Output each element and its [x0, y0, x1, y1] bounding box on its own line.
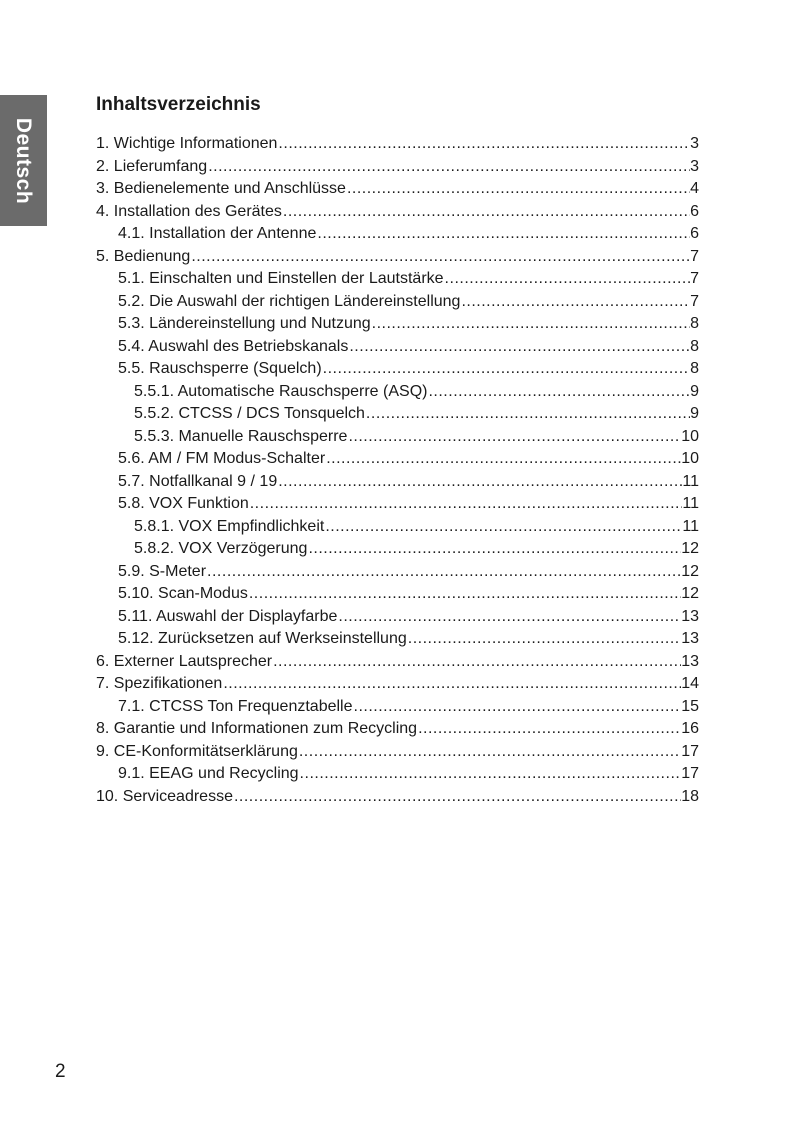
toc-entry-label: 7. Spezifikationen — [96, 675, 223, 692]
dot-leader — [278, 471, 682, 494]
toc-entry-label: 2. Lieferumfang — [96, 157, 208, 175]
toc-entry[interactable] — [96, 718, 699, 741]
toc-entry[interactable] — [96, 246, 699, 269]
toc-entry-page: 11 — [682, 495, 699, 512]
toc-entry[interactable] — [96, 403, 699, 426]
toc-entry-label: 9.1. EEAG und Recycling — [118, 765, 299, 782]
dot-leader — [308, 538, 681, 561]
dot-leader — [366, 403, 690, 426]
toc-entry-label: 7.1. CTCSS Ton Frequenztabelle — [118, 697, 353, 715]
toc-entry-page: 12 — [681, 540, 699, 557]
toc-entry[interactable] — [96, 583, 699, 606]
dot-leader — [347, 178, 690, 201]
dot-leader — [278, 133, 690, 156]
dot-leader — [191, 246, 690, 269]
toc-entry-label: 5.8. VOX Funktion — [118, 495, 249, 512]
toc-entry-page: 7 — [690, 247, 699, 265]
toc-entry-page: 6 — [690, 202, 699, 220]
toc-entry-page: 11 — [682, 517, 699, 535]
toc-entry-label: 5.5.2. CTCSS / DCS Tonsquelch — [134, 405, 365, 422]
toc-entry[interactable] — [96, 156, 699, 179]
dot-leader — [273, 651, 681, 674]
toc-entry-page: 13 — [681, 652, 699, 670]
toc-entry-page: 9 — [690, 405, 699, 422]
toc-entry-page: 16 — [681, 720, 699, 737]
toc-entry-label: 5.12. Zurücksetzen auf Werkseinstellung — [118, 630, 407, 647]
dot-leader — [372, 313, 690, 336]
toc-entry[interactable] — [96, 313, 699, 336]
toc-entry-page: 7 — [690, 292, 699, 310]
dot-leader — [249, 583, 681, 606]
dot-leader — [234, 786, 681, 809]
toc-entry-label: 6. Externer Lautsprecher — [96, 652, 273, 670]
toc-entry-label: 5.10. Scan-Modus — [118, 585, 248, 602]
toc-entry[interactable] — [96, 561, 699, 584]
toc-entry[interactable] — [96, 358, 699, 381]
toc-entry-label: 5.2. Die Auswahl der richtigen Ländereinstellung — [118, 292, 461, 310]
dot-leader — [445, 268, 691, 291]
toc-entry[interactable] — [96, 628, 699, 651]
page-number: 2 — [55, 1061, 66, 1082]
dot-leader — [325, 516, 682, 539]
dot-leader — [208, 156, 690, 179]
dot-leader — [354, 696, 682, 719]
toc-entry-page: 10 — [681, 427, 699, 445]
dot-leader — [326, 448, 681, 471]
dot-leader — [300, 763, 682, 786]
toc-entry-page: 8 — [690, 337, 699, 355]
toc-entry-page: 6 — [690, 225, 699, 242]
toc-entry[interactable] — [96, 448, 699, 471]
toc-entry-label: 5.4. Auswahl des Betriebskanals — [118, 337, 349, 355]
toc-entry-label: 3. Bedienelemente und Anschlüsse — [96, 180, 346, 197]
toc-entry-label: 5.7. Notfallkanal 9 / 19 — [118, 472, 278, 490]
toc-entry-label: 9. CE-Konformitätserklärung — [96, 742, 298, 760]
toc-entry-label: 5.3. Ländereinstellung und Nutzung — [118, 315, 371, 332]
toc-entry-label: 5.5.1. Automatische Rauschsperre (ASQ) — [134, 382, 428, 400]
dot-leader — [408, 628, 681, 651]
table-of-contents — [96, 133, 699, 808]
toc-entry[interactable] — [96, 673, 699, 696]
dot-leader — [207, 561, 681, 584]
toc-entry-page: 7 — [690, 270, 699, 287]
toc-entry[interactable] — [96, 426, 699, 449]
toc-entry[interactable] — [96, 606, 699, 629]
toc-entry[interactable] — [96, 133, 699, 156]
toc-entry[interactable] — [96, 651, 699, 674]
toc-entry[interactable] — [96, 471, 699, 494]
toc-entry-page: 17 — [681, 742, 699, 760]
dot-leader — [250, 493, 683, 516]
dot-leader — [428, 381, 690, 404]
toc-entry-label: 1. Wichtige Informationen — [96, 135, 278, 152]
toc-entry[interactable] — [96, 786, 699, 809]
toc-entry-page: 17 — [681, 765, 699, 782]
toc-entry-page: 14 — [681, 675, 699, 692]
toc-entry-page: 12 — [681, 585, 699, 602]
toc-entry[interactable] — [96, 538, 699, 561]
dot-leader — [317, 223, 690, 246]
toc-entry-label: 5.5.3. Manuelle Rauschsperre — [134, 427, 348, 445]
toc-entry[interactable] — [96, 336, 699, 359]
toc-entry[interactable] — [96, 178, 699, 201]
toc-entry[interactable] — [96, 516, 699, 539]
toc-entry-label: 4. Installation des Gerätes — [96, 202, 282, 220]
toc-entry[interactable] — [96, 268, 699, 291]
dot-leader — [283, 201, 690, 224]
toc-entry-page: 11 — [682, 472, 699, 490]
toc-entry-page: 13 — [681, 607, 699, 625]
toc-entry-label: 5.8.2. VOX Verzögerung — [134, 540, 308, 557]
dot-leader — [223, 673, 681, 696]
toc-entry-label: 5. Bedienung — [96, 247, 191, 265]
toc-entry-label: 5.1. Einschalten und Einstellen der Lautstärke — [118, 270, 444, 287]
toc-entry-page: 9 — [690, 382, 699, 400]
toc-entry-label: 5.11. Auswahl der Displayfarbe — [118, 607, 338, 625]
toc-entry[interactable] — [96, 223, 699, 246]
toc-entry[interactable] — [96, 493, 699, 516]
language-tab-label: Deutsch — [12, 117, 36, 204]
toc-entry-label: 8. Garantie und Informationen zum Recycling — [96, 720, 418, 737]
toc-entry[interactable] — [96, 741, 699, 764]
toc-entry[interactable] — [96, 381, 699, 404]
toc-entry-page: 10 — [681, 450, 699, 467]
toc-entry-page: 13 — [681, 630, 699, 647]
toc-entry-page: 4 — [690, 180, 699, 197]
dot-leader — [323, 358, 690, 381]
toc-entry[interactable] — [96, 696, 699, 719]
toc-entry-label: 5.8.1. VOX Empfindlichkeit — [134, 517, 325, 535]
toc-entry-label: 4.1. Installation der Antenne — [118, 225, 317, 242]
toc-entry-page: 8 — [690, 315, 699, 332]
toc-entry[interactable] — [96, 763, 699, 786]
toc-entry-label: 5.9. S-Meter — [118, 562, 207, 580]
toc-entry-label: 5.6. AM / FM Modus-Schalter — [118, 450, 326, 467]
dot-leader — [349, 336, 690, 359]
toc-entry-page: 3 — [690, 157, 699, 175]
page-title: Inhaltsverzeichnis — [96, 94, 261, 115]
toc-entry[interactable] — [96, 201, 699, 224]
toc-entry-page: 8 — [690, 360, 699, 377]
toc-entry-page: 15 — [681, 697, 699, 715]
language-tab — [0, 95, 47, 226]
dot-leader — [348, 426, 681, 449]
toc-entry[interactable] — [96, 291, 699, 314]
dot-leader — [461, 291, 690, 314]
toc-entry-label: 5.5. Rauschsperre (Squelch) — [118, 360, 322, 377]
dot-leader — [338, 606, 681, 629]
toc-entry-page: 18 — [681, 787, 699, 805]
dot-leader — [418, 718, 681, 741]
dot-leader — [299, 741, 681, 764]
toc-entry-page: 3 — [690, 135, 699, 152]
toc-entry-page: 12 — [681, 562, 699, 580]
toc-entry-label: 10. Serviceadresse — [96, 787, 233, 805]
